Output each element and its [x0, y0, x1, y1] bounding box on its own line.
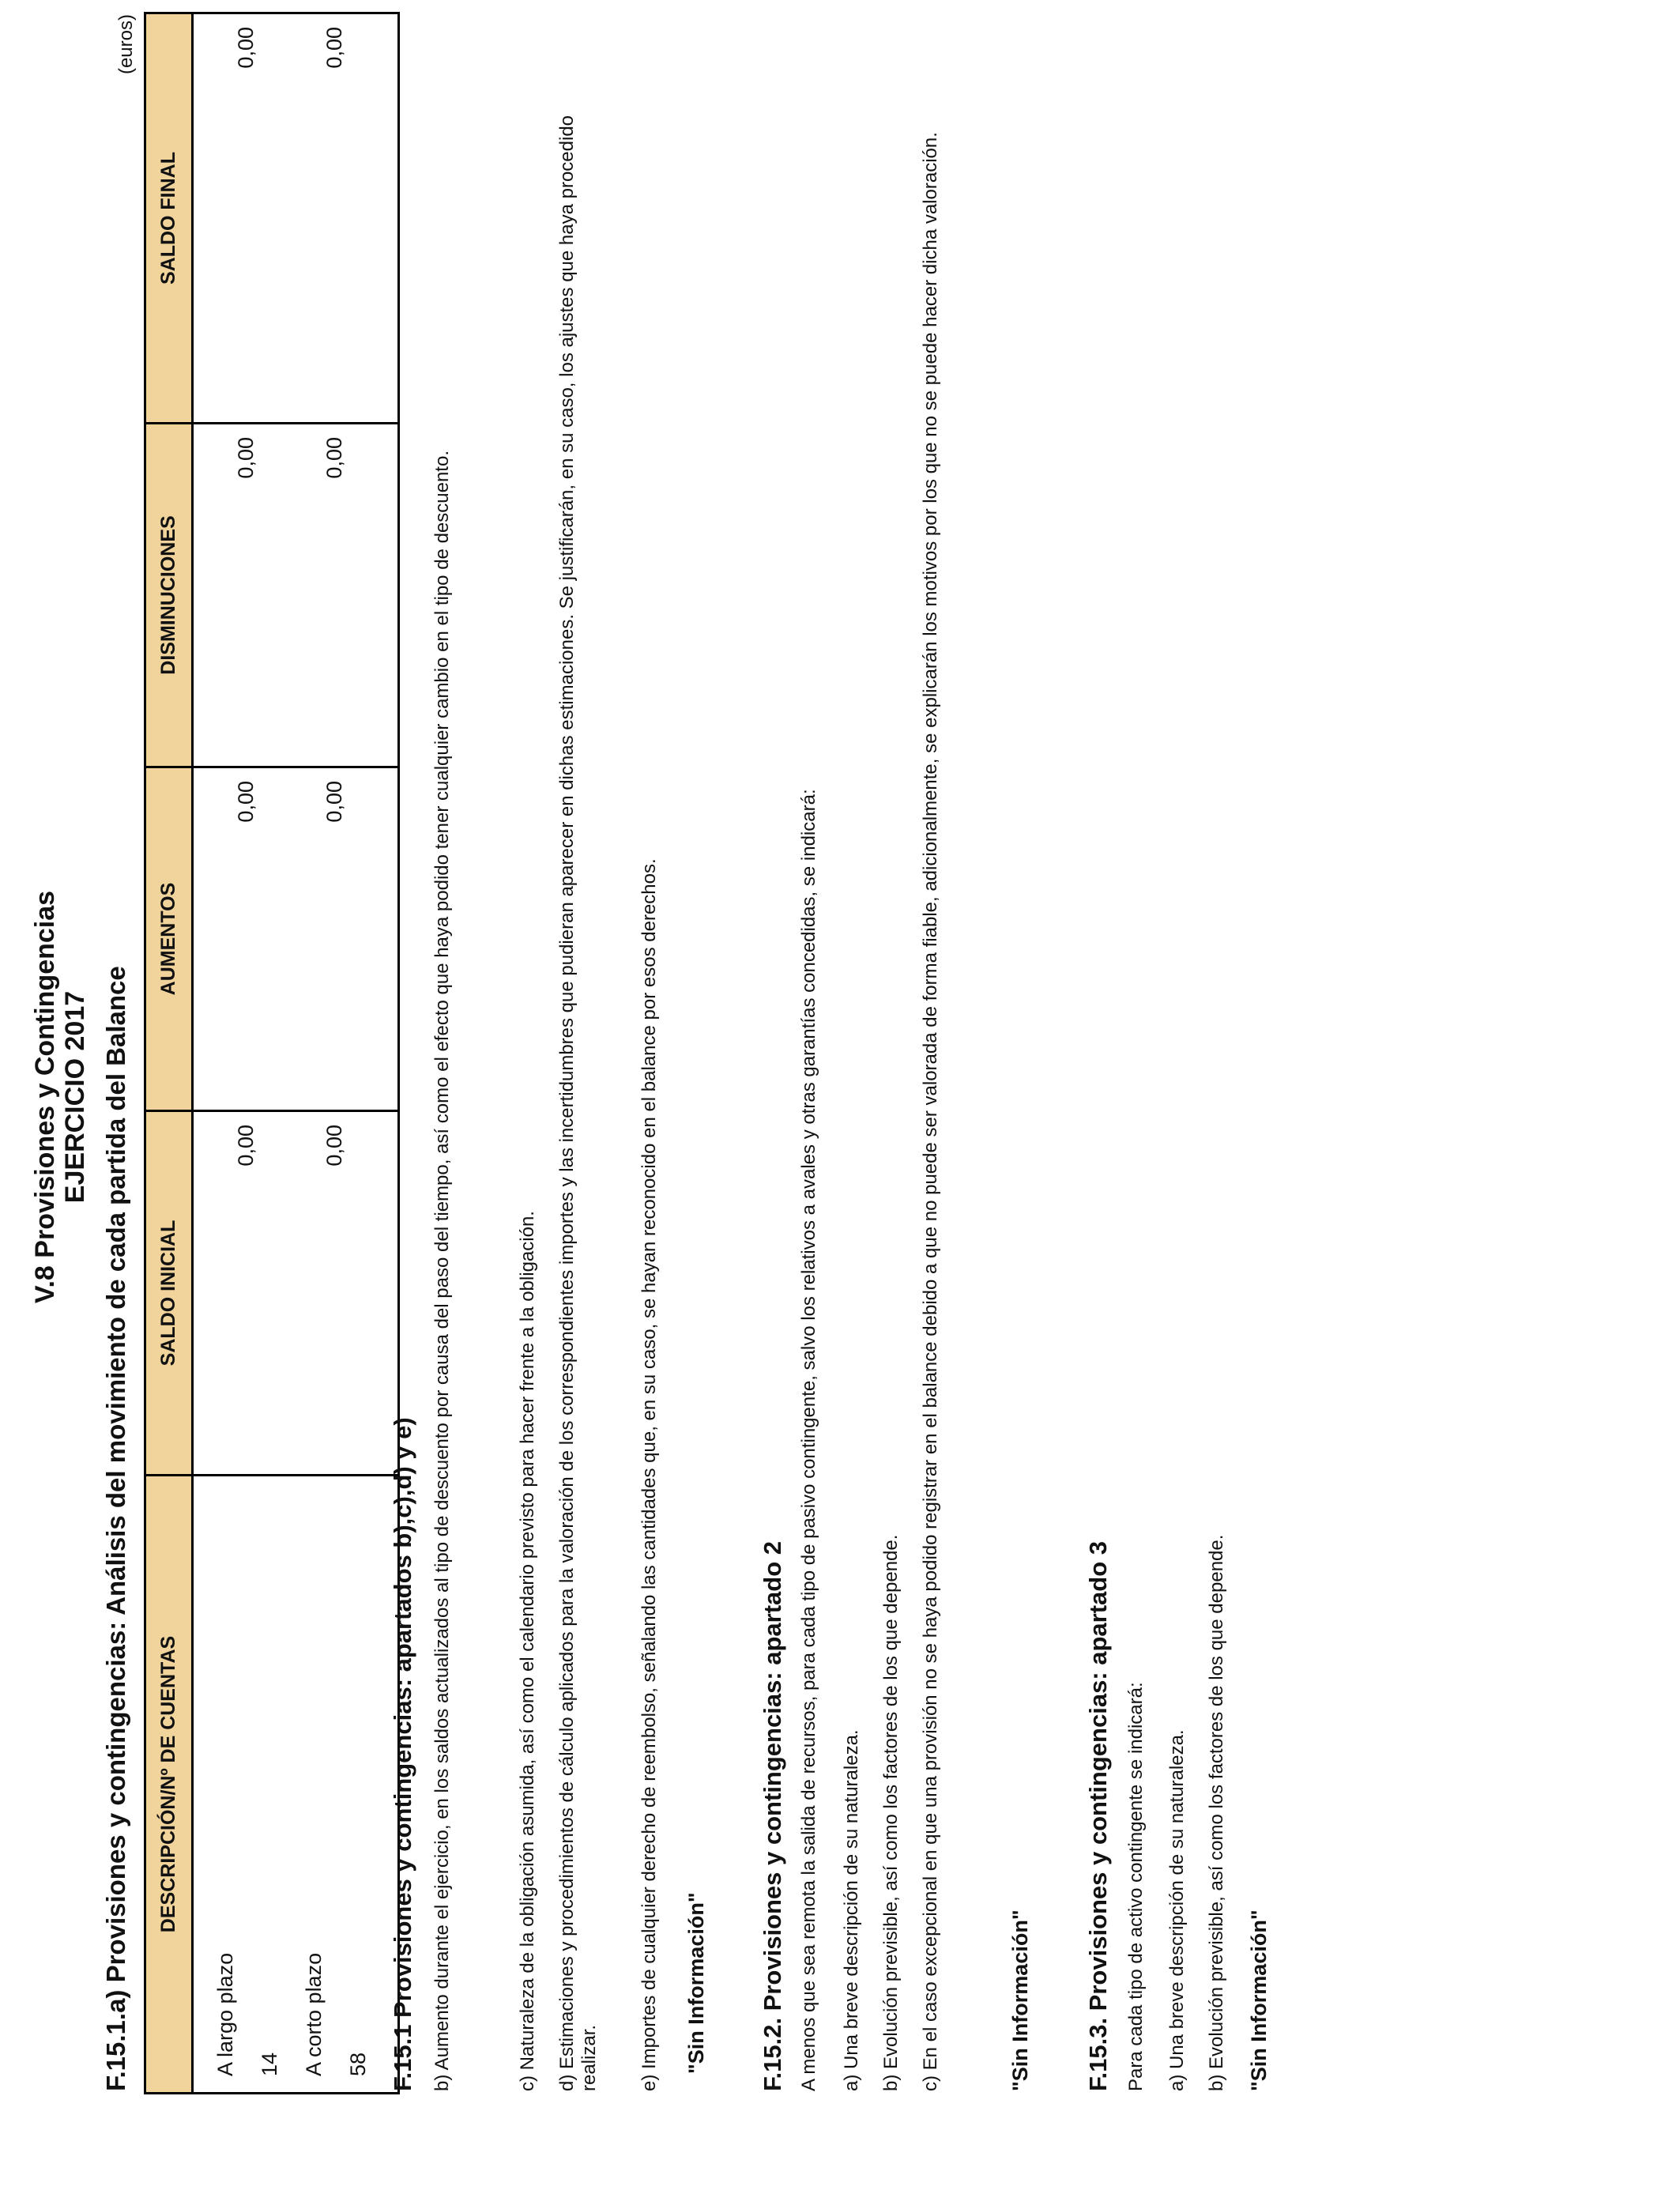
- table-header-row: [145, 13, 193, 2094]
- exercise-year: EJERCICIO 2017: [60, 990, 90, 1204]
- section2-c: c) En el caso excepcional en que una provisión no se haya podido registrar en el balance debido a que no puede ser valorada de forma fiable, adicionalmente, se explicarán los motivos por los que no se puede hacer dicha valoración.: [920, 132, 941, 2091]
- provisions-table: [144, 12, 400, 2094]
- row-accounts: 14: [258, 2052, 281, 2076]
- section1-c: c) Naturaleza de la obligación asumida, así como el calendario previsto para hacer frente a la obligación.: [517, 1211, 538, 2091]
- section2-a: a) Una breve descripción de su naturaleza.: [841, 1729, 862, 2091]
- description-cell: [193, 1476, 399, 2094]
- col-header-disminuciones: DISMINUCIONES: [145, 424, 193, 767]
- col-header-saldo-final: SALDO FINAL: [145, 13, 193, 424]
- section2-intro: A menos que sea remota la salida de recursos, para cada tipo de pasivo contingente, salvo los relativos a avales y otras garantías concedidas, se indicará:: [798, 789, 819, 2091]
- table-section-title: F.15.1.a) Provisiones y contingencias: Análisis del movimiento de cada partida del Balance: [101, 966, 130, 2091]
- row-description: A largo plazo: [213, 1952, 237, 2076]
- section2-b: b) Evolución previsible, así como los factores de los que depende.: [880, 1534, 902, 2091]
- col-header-aumentos: AUMENTOS: [145, 767, 193, 1111]
- value: 0,00: [234, 1125, 258, 1167]
- section3-no-info: "Sin Información": [1247, 1909, 1271, 2091]
- value: 0,00: [234, 781, 258, 823]
- section1-d: d) Estimaciones y procedimientos de cálculo aplicados para la valoración de los correspondientes importes y las incertidumbres que pudieran aparecer en dichas estimaciones. Se justificarán, en su caso, los ajustes que haya procedido realizar.: [556, 115, 600, 2091]
- page-title: V.8 Provisiones y Contingencias: [30, 890, 60, 1304]
- value: 0,00: [322, 781, 346, 823]
- col-header-description: DESCRIPCIÓN/Nº DE CUENTAS: [145, 1476, 193, 2094]
- section2-title: F.15.2. Provisiones y contingencias: apartado 2: [759, 1540, 786, 2091]
- saldo-inicial-cell: [193, 1111, 399, 1476]
- section3-intro: Para cada tipo de activo contingente se indicará:: [1125, 1682, 1147, 2091]
- section1-no-info: "Sin Información": [684, 1892, 708, 2074]
- saldo-final-cell: [193, 13, 399, 424]
- value: 0,00: [234, 27, 258, 69]
- row-accounts: 58: [346, 2052, 370, 2076]
- value: 0,00: [322, 1125, 346, 1167]
- disminuciones-cell: [193, 424, 399, 767]
- section1-b: b) Aumento durante el ejercicio, en los saldos actualizados al tipo de descuento por causa del paso del tiempo, así como el efecto que haya podido tener cualquier cambio en el tipo de descuento.: [431, 450, 453, 2091]
- section3-b: b) Evolución previsible, así como los factores de los que depende.: [1206, 1534, 1227, 2091]
- row-description: A corto plazo: [302, 1952, 326, 2076]
- section3-a: a) Una breve descripción de su naturaleza.: [1166, 1729, 1188, 2091]
- aumentos-cell: [193, 767, 399, 1111]
- col-header-saldo-inicial: SALDO INICIAL: [145, 1111, 193, 1476]
- section1-e: e) Importes de cualquier derecho de reembolso, señalando las cantidades que, en su caso, se hayan reconocido en el balance por esos derechos.: [638, 858, 660, 2091]
- section2-no-info: "Sin Información": [1008, 1909, 1032, 2091]
- value: 0,00: [322, 437, 346, 479]
- value: 0,00: [234, 437, 258, 479]
- unit-label: (euros): [115, 14, 137, 75]
- table-row: [193, 13, 399, 2094]
- value: 0,00: [322, 27, 346, 69]
- section3-title: F.15.3. Provisiones y contingencias: apartado 3: [1084, 1540, 1112, 2091]
- section1-title: F.15.1 Provisiones y contingencias: apartados b),c),d) y e): [389, 1417, 416, 2091]
